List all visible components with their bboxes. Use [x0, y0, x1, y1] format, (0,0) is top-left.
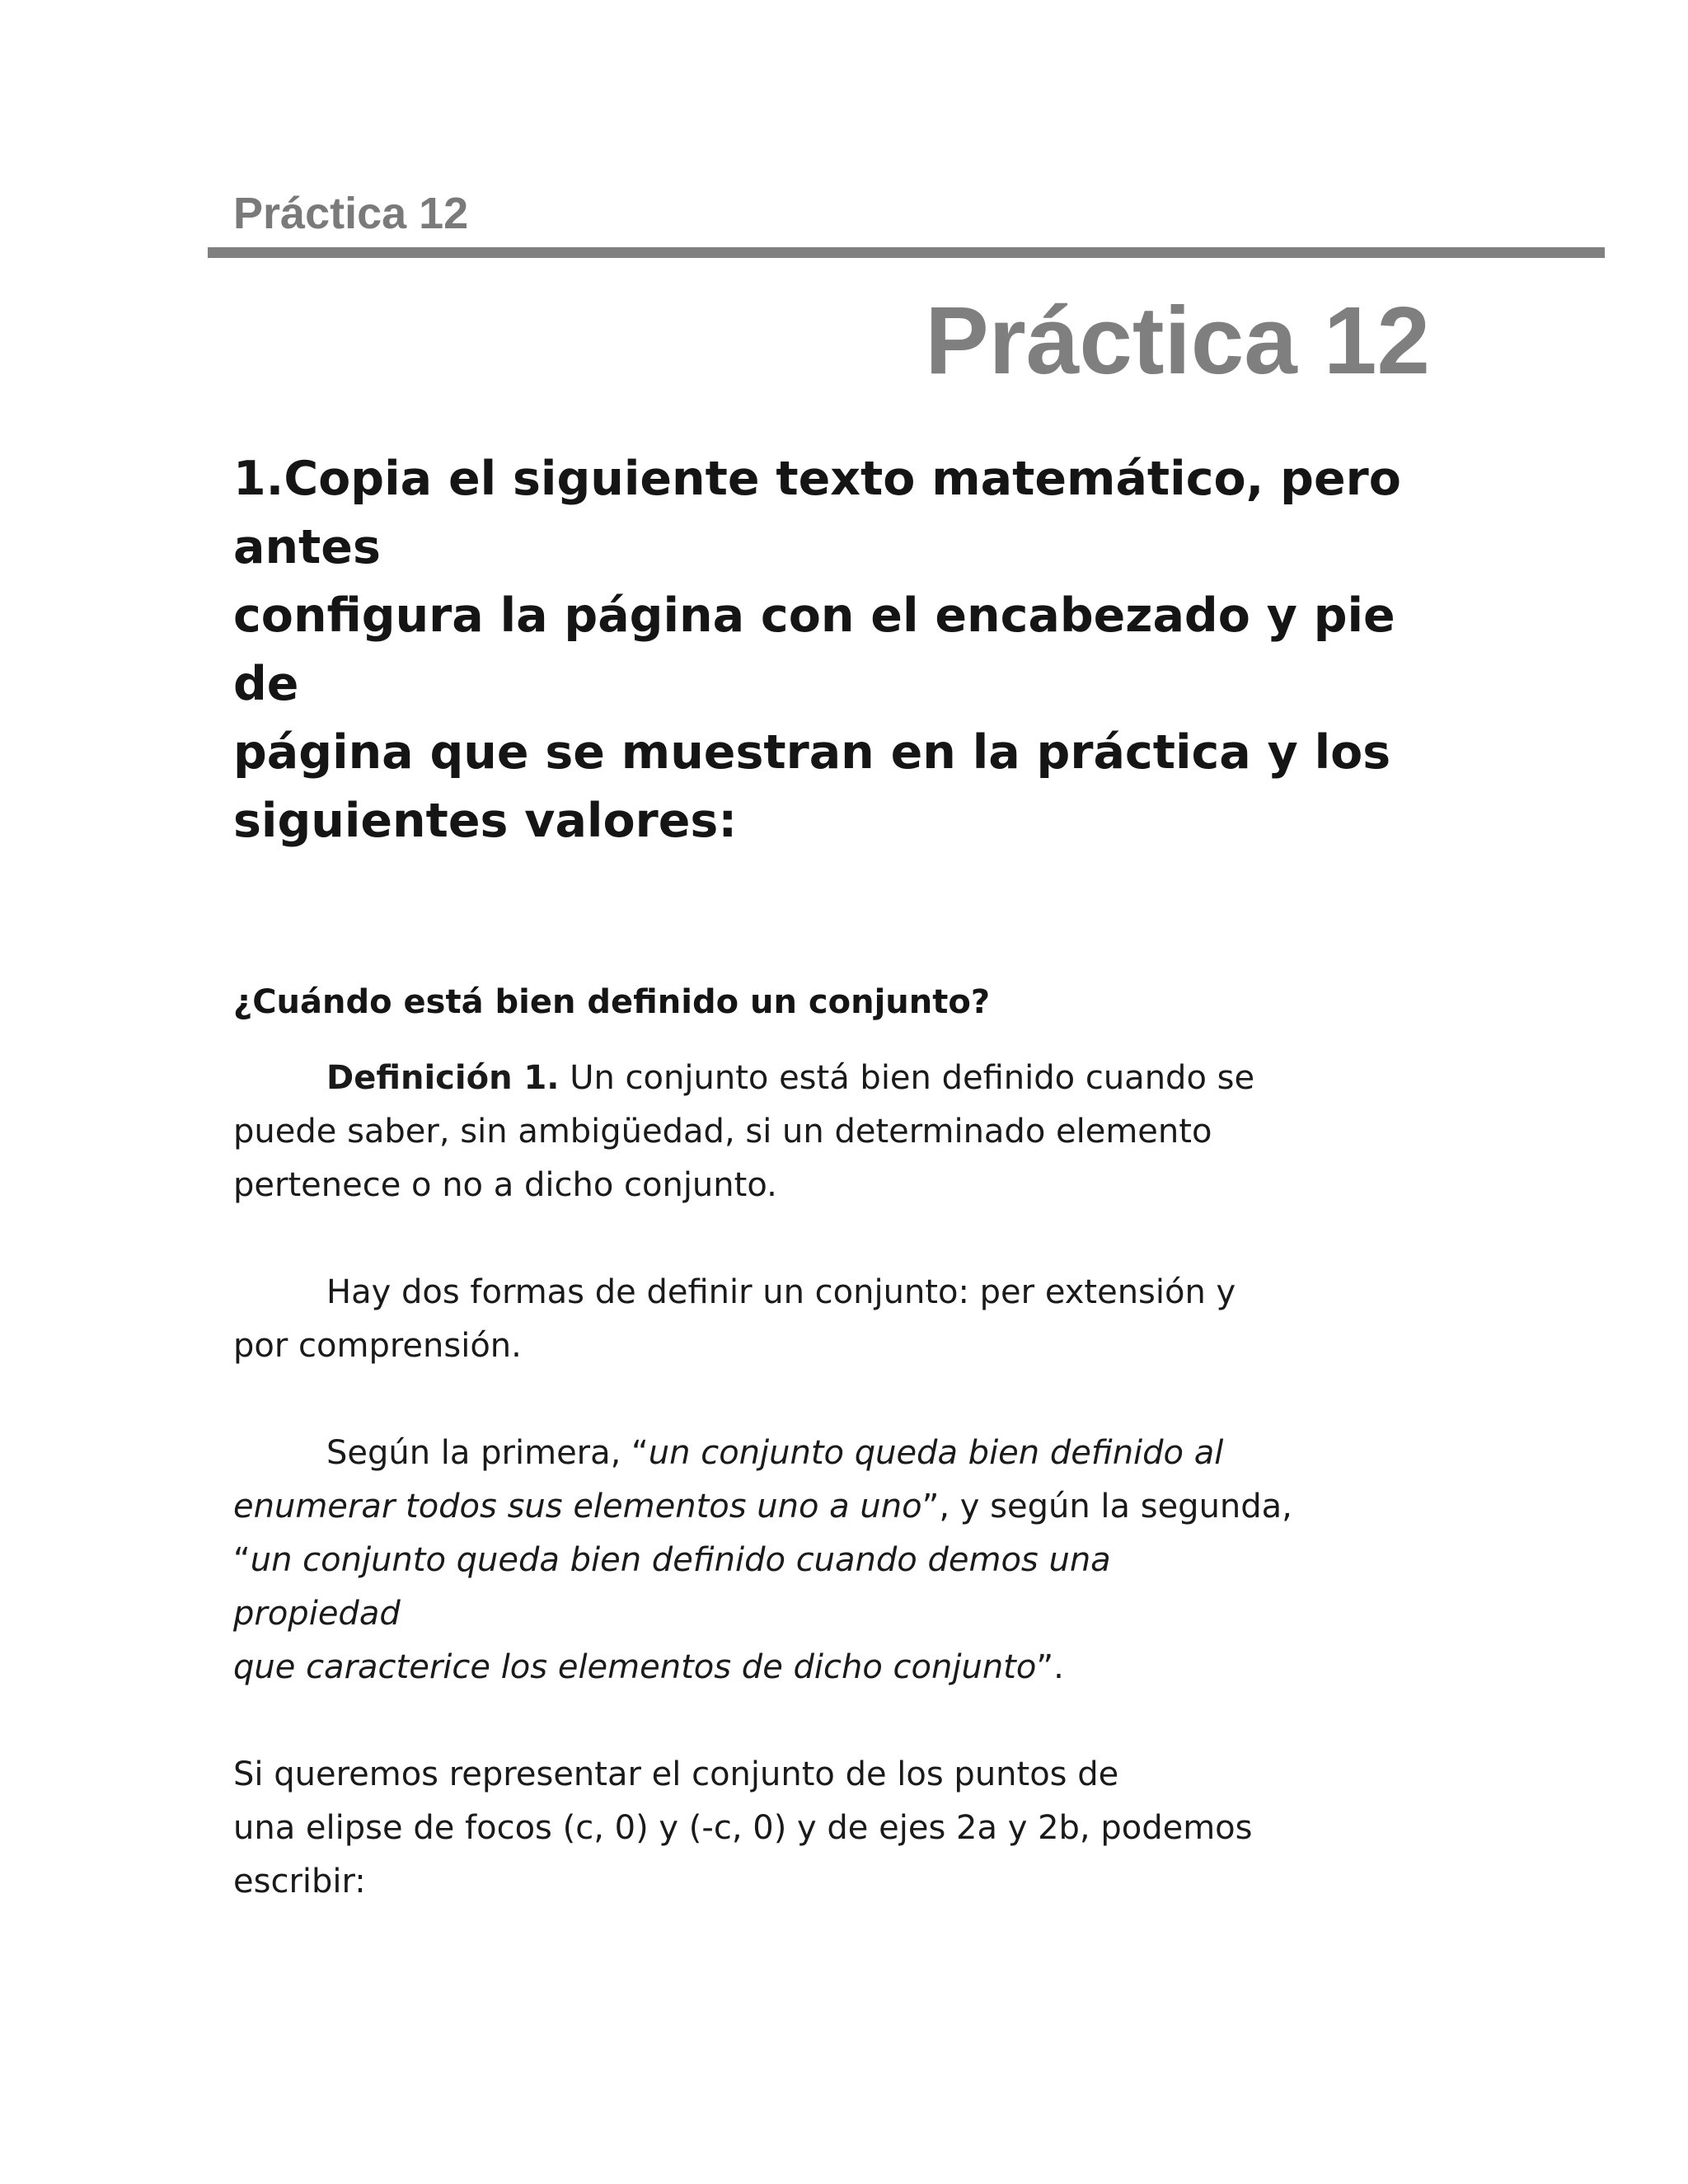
segun-line-1-quote: un conjunto queda bien definido al: [648, 1434, 1224, 1472]
segun-paragraph: [233, 1427, 1445, 1694]
segun-line-5-tail: ”.: [1036, 1648, 1064, 1686]
segun-line-5-quote: que caracterice los elementos de dicho conjunto: [233, 1648, 1037, 1686]
segun-line-4: [233, 1587, 1445, 1641]
definition-line-3: pertenece o no a dicho conjunto.: [233, 1166, 777, 1204]
definition-line-1: [233, 1052, 1445, 1105]
ellipse-line-2: una elipse de focos (c, 0) y (-c, 0) y de ejes 2a y 2b, podemos: [233, 1809, 1253, 1847]
definition-label: Definición 1.: [326, 1059, 560, 1097]
segun-line-2-quote: enumerar todos sus elementos uno a uno: [233, 1488, 922, 1526]
segun-line-3-open-quote: “: [233, 1541, 251, 1579]
section-question: ¿Cuándo está bien definido un conjunto?: [233, 983, 991, 1021]
ellipse-line-3: escribir:: [233, 1863, 366, 1900]
segun-line-3-quote: un conjunto queda bien definido cuando demos una: [250, 1541, 1111, 1579]
ellipse-paragraph: [233, 1748, 1445, 1909]
document-body: [233, 445, 1445, 1909]
forms-paragraph: [233, 1266, 1445, 1373]
forms-line-2: por comprensión.: [233, 1327, 522, 1365]
segun-line-4-quote: propiedad: [233, 1595, 401, 1633]
task-line-1: 1.Copia el siguiente texto matemático, pero antes: [233, 452, 1401, 574]
header-rule: [208, 247, 1605, 258]
definition-line-1-text: Un conjunto está bien definido cuando se: [559, 1059, 1255, 1097]
task-instruction: [233, 445, 1445, 855]
segun-line-3: [233, 1534, 1445, 1587]
segun-line-2: [233, 1480, 1445, 1534]
segun-line-2-tail: ”, y según la segunda,: [921, 1488, 1292, 1526]
segun-line-1: [233, 1427, 1445, 1480]
task-line-2: configura la página con el encabezado y pie de: [233, 588, 1395, 711]
segun-line-5: [233, 1641, 1445, 1694]
segun-line-1-lead: Según la primera, “: [326, 1434, 649, 1472]
forms-line-1: Hay dos formas de definir un conjunto: per extensión y: [326, 1273, 1236, 1311]
definition-line-2: puede saber, sin ambigüedad, si un determinado elemento: [233, 1113, 1212, 1151]
definition-paragraph: [233, 1052, 1445, 1212]
running-header-title: Práctica 12: [233, 189, 469, 238]
page-title: Práctica 12: [925, 287, 1430, 394]
ellipse-line-1: Si queremos representar el conjunto de los puntos de: [233, 1755, 1119, 1793]
task-line-3: página que se muestran en la práctica y los: [233, 725, 1391, 780]
task-line-4: siguientes valores:: [233, 794, 738, 848]
